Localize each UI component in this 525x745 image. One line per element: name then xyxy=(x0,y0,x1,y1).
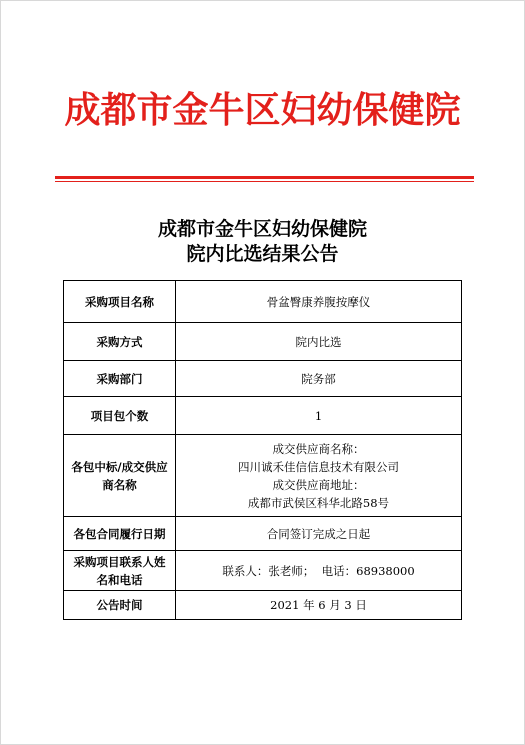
notice-title-line-1: 成都市金牛区妇幼保健院 xyxy=(157,218,367,240)
row-label-supplier: 各包中标/成交供应商名称 xyxy=(64,435,176,517)
supplier-address-label: 成交供应商地址： xyxy=(272,477,365,492)
table-row xyxy=(64,435,462,517)
result-table xyxy=(63,280,462,620)
supplier-name: 四川诚禾佳信信息技术有限公司 xyxy=(238,459,399,474)
table-row xyxy=(64,551,462,591)
row-value-project-name: 骨盆臀康养腹按摩仪 xyxy=(176,281,462,323)
organization-letterhead: 成都市金牛区妇幼保健院 xyxy=(64,89,461,131)
notice-title xyxy=(0,217,525,267)
table-row xyxy=(64,323,462,361)
row-value-department: 院务部 xyxy=(176,361,462,397)
row-value-supplier xyxy=(176,435,462,517)
row-value-method: 院内比选 xyxy=(176,323,462,361)
table-row xyxy=(64,591,462,620)
row-label-method: 采购方式 xyxy=(64,323,176,361)
row-label-package-count: 项目包个数 xyxy=(64,397,176,435)
supplier-address: 成都市武侯区科华北路58号 xyxy=(247,495,390,510)
letterhead-divider-thick xyxy=(55,176,474,179)
row-value-announce-date: 2021 年 6 月 3 日 xyxy=(176,591,462,620)
notice-title-line-2: 院内比选结果公告 xyxy=(186,243,339,265)
row-value-contract-date: 合同签订完成之日起 xyxy=(176,517,462,551)
table-row xyxy=(64,281,462,323)
row-label-department: 采购部门 xyxy=(64,361,176,397)
table-row xyxy=(64,397,462,435)
supplier-name-label: 成交供应商名称： xyxy=(272,441,365,456)
row-label-contract-date: 各包合同履行日期 xyxy=(64,517,176,551)
row-label-announce-date: 公告时间 xyxy=(64,591,176,620)
row-value-contact: 联系人：张老师； 电话：68938000 xyxy=(176,551,462,591)
row-label-project-name: 采购项目名称 xyxy=(64,281,176,323)
table-row xyxy=(64,361,462,397)
table-row xyxy=(64,517,462,551)
row-label-contact: 采购项目联系人姓名和电话 xyxy=(64,551,176,591)
row-value-package-count: 1 xyxy=(176,397,462,435)
letterhead-divider-thin xyxy=(55,181,474,182)
